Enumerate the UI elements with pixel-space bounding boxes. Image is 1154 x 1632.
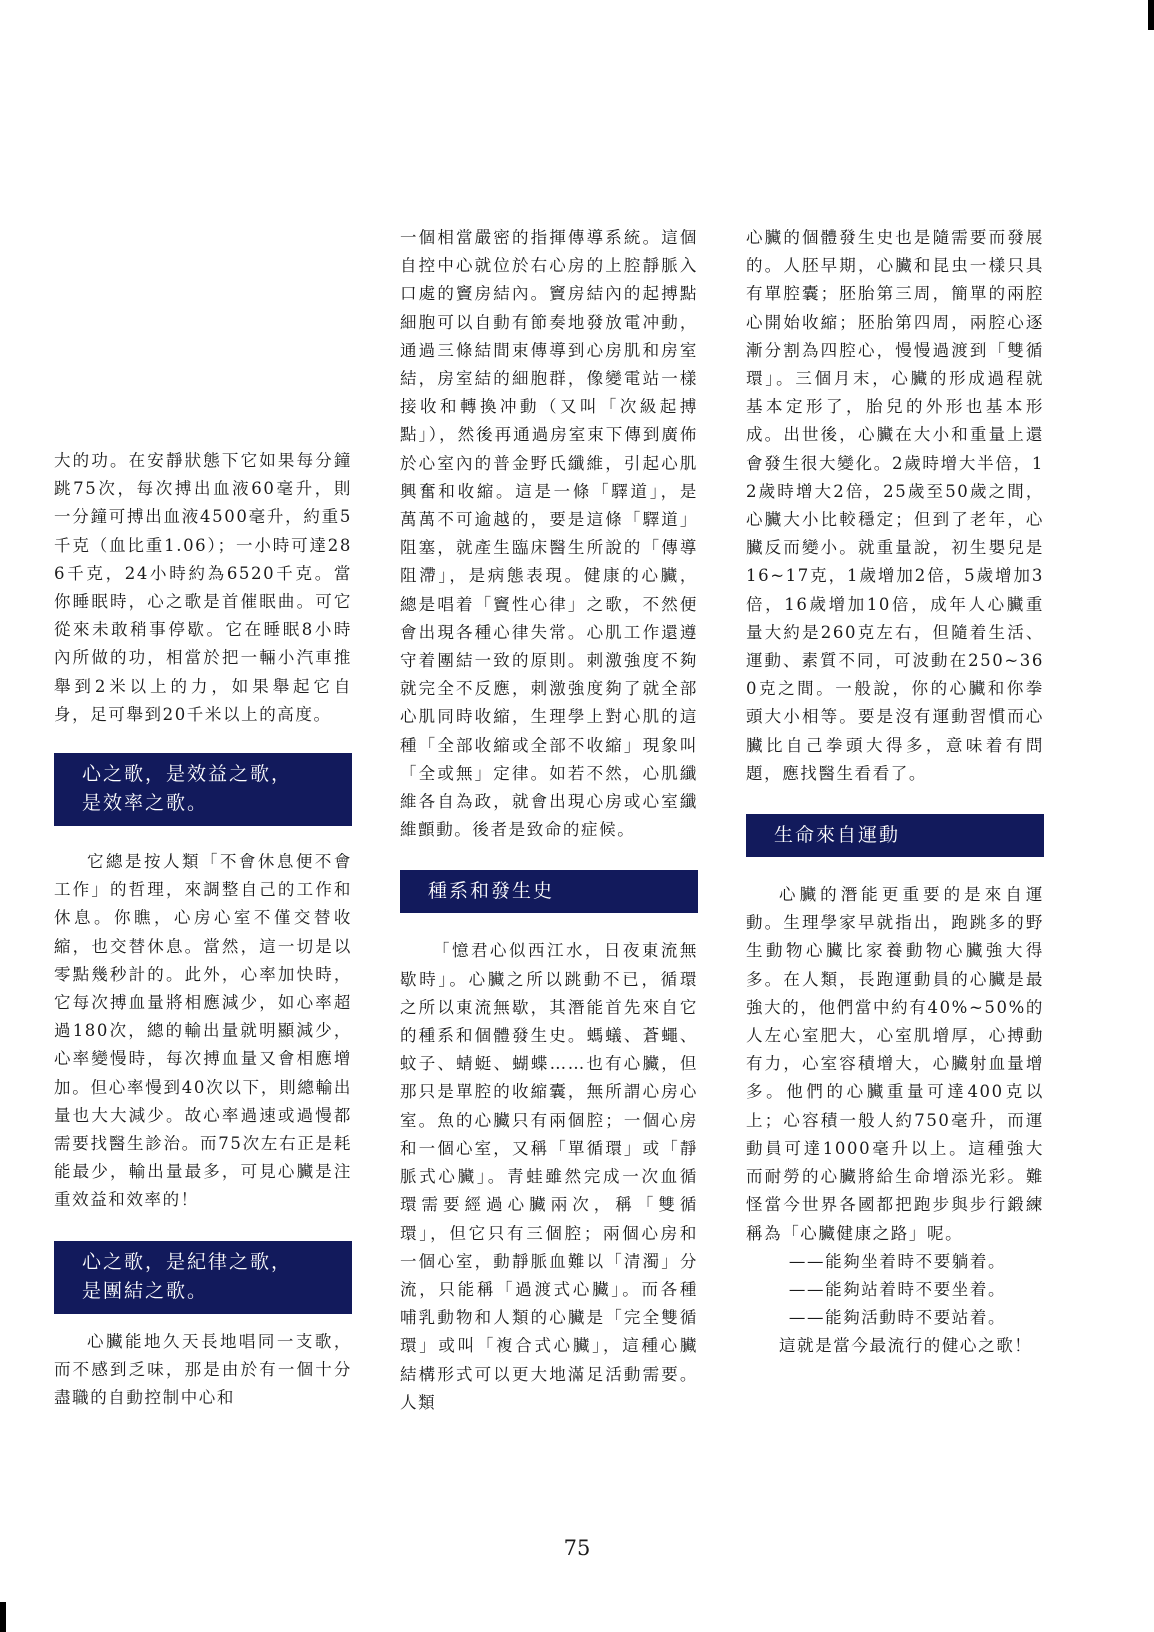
col3-dash-line: ——能夠活動時不要站着。 (788, 1308, 1007, 1328)
heading-line: 心之歌，是紀律之歌， (82, 1250, 293, 1273)
section-heading-phylogeny: 種系和發生史 (400, 870, 698, 913)
col1-intro-paragraph: 大的功。在安靜狀態下它如果每分鐘跳75次，每次搏出血液60毫升，則一分鐘可搏出血液4500毫升，約重5千克（血比重1.06）；一小時可達286千克，24小時約為6520千克。當你睡眠時，心之歌是首催眠曲。可它從來未敢稍事停歇。它在睡眠8小時內所做的功，相當於把一輛小汽車推舉到2米以上的力，如果舉起它自身，足可舉到20千米以上的高度。 (54, 451, 352, 724)
col1-efficiency-paragraph: 它總是按人類「不會休息便不會工作」的哲理，來調整自己的工作和休息。你瞧，心房心室不僅交替收縮，也交替休息。當然，這一切是以零點幾秒計的。此外，心率加快時，它每次搏血量將相應減少，如心率超過180次，總的輸出量就明顯減少，心率變慢時，每次搏血量又會相應增加。但心率慢到40次以下，則總輸出量也大大減少。故心率過速或過慢都需要找醫生診治。而75次左右正是耗能最少，輸出量最多，可見心臟是注重效益和效率的！ (54, 852, 352, 1210)
col3-dash-line: ——能夠站着時不要坐着。 (788, 1279, 1007, 1299)
heading-line: 是效率之歌。 (82, 792, 209, 815)
crop-mark-top-right (1148, 0, 1154, 30)
col2-conduction-paragraph: 一個相當嚴密的指揮傳導系統。這個自控中心就位於右心房的上腔靜脈入口處的竇房結內。竇房結內的起搏點細胞可以自動有節奏地發放電冲動，通過三條結間束傳導到心房肌和房室結，房室結的細胞群，像變電站一樣接收和轉換冲動（又叫「次級起搏點」），然後再通過房室束下傳到廣佈於心室內的普金野氏纖維，引起心肌興奮和收縮。這是一條「驛道」，是萬萬不可逾越的，要是這條「驛道」阻塞，就產生臨床醫生所說的「傳導阻滯」，是病態表現。健康的心臟，總是唱着「竇性心律」之歌，不然便會出現各種心律失常。心肌工作還遵守着團結一致的原則。刺激強度不夠就完全不反應，刺激強度夠了就全部心肌同時收縮，生理學上對心肌的這種「全部收縮或全部不收縮」現象叫「全或無」定律。如若不然，心肌纖維各自為政，就會出現心房或心室纖維顫動。後者是致命的症候。 (400, 228, 698, 840)
col1-discipline-paragraph: 心臟能地久天長地唱同一支歌，而不感到乏味，那是由於有一個十分盡職的自動控制中心和 (54, 1331, 352, 1408)
column-3 (746, 224, 1044, 1361)
section-heading-efficiency (54, 753, 352, 826)
column-1 (54, 447, 352, 1412)
col3-dash-line: ——能夠坐着時不要躺着。 (788, 1251, 1007, 1271)
col3-development-paragraph: 心臟的個體發生史也是隨需要而發展的。人胚早期，心臟和昆虫一樣只具有單腔囊；胚胎第三周，簡單的兩腔心開始收縮；胚胎第四周，兩腔心逐漸分割為四腔心，慢慢過渡到「雙循環」。三個月末，心臟的形成過程就基本定形了，胎兒的外形也基本形成。出世後，心臟在大小和重量上還會發生很大變化。2歲時增大半倍，12歲時增大2倍，25歲至50歲之間，心臟大小比較穩定；但到了老年，心臟反而變小。就重量說，初生嬰兒是16~17克，1歲增加2倍，5歲增加3倍，16歲增加10倍，成年人心臟重量大約是260克左右，但隨着生活、運動、素質不同，可波動在250~360克之間。一般說，你的心臟和你拳頭大小相等。要是沒有運動習慣而心臟比自己拳頭大得多，意味着有問題，應找醫生看看了。 (746, 228, 1044, 783)
crop-mark-bottom-left (0, 1602, 6, 1632)
col3-exercise-paragraph: 心臟的潛能更重要的是來自運動。生理學家早就指出，跑跳多的野生動物心臟比家養動物心臟強大得多。在人類，長跑運動員的心臟是最強大的，他們當中約有40%~50%的人左心室肥大，心室肌增厚，心搏動有力，心室容積增大，心臟射血量增多。他們的心臟重量可達400克以上；心容積一般人約750毫升，而運動員可達1000毫升以上。這種強大而耐勞的心臟將給生命增添光彩。難怪當今世界各國都把跑步與步行鍛練稱為「心臟健康之路」呢。 (746, 885, 1044, 1243)
section-heading-discipline (54, 1241, 352, 1314)
page-number: 75 (563, 1536, 591, 1560)
heading-line: 是團結之歌。 (82, 1279, 209, 1302)
heading-line: 心之歌，是效益之歌， (82, 763, 293, 786)
column-2 (400, 224, 698, 1417)
col3-closing-paragraph: 這就是當今最流行的健心之歌！ (779, 1336, 1033, 1356)
col2-phylogeny-paragraph: 「憶君心似西江水，日夜東流無歇時」。心臟之所以跳動不已，循環之所以東流無歇，其潛能首先來自它的種系和個體發生史。螞蟻、蒼蠅、蚊子、蜻蜓、蝴蝶……也有心臟，但那只是單腔的收縮囊，無所謂心房心室。魚的心臟只有兩個腔；一個心房和一個心室，又稱「單循環」或「靜脈式心臟」。青蛙雖然完成一次血循環需要經過心臟兩次，稱「雙循環」，但它只有三個腔；兩個心房和一個心室，動靜脈血難以「清濁」分流，只能稱「過渡式心臟」。而各種哺乳動物和人類的心臟是「完全雙循環」或叫「複合式心臟」，這種心臟結構形式可以更大地滿足活動需要。人類 (400, 941, 698, 1412)
section-heading-exercise: 生命來自運動 (746, 814, 1044, 857)
